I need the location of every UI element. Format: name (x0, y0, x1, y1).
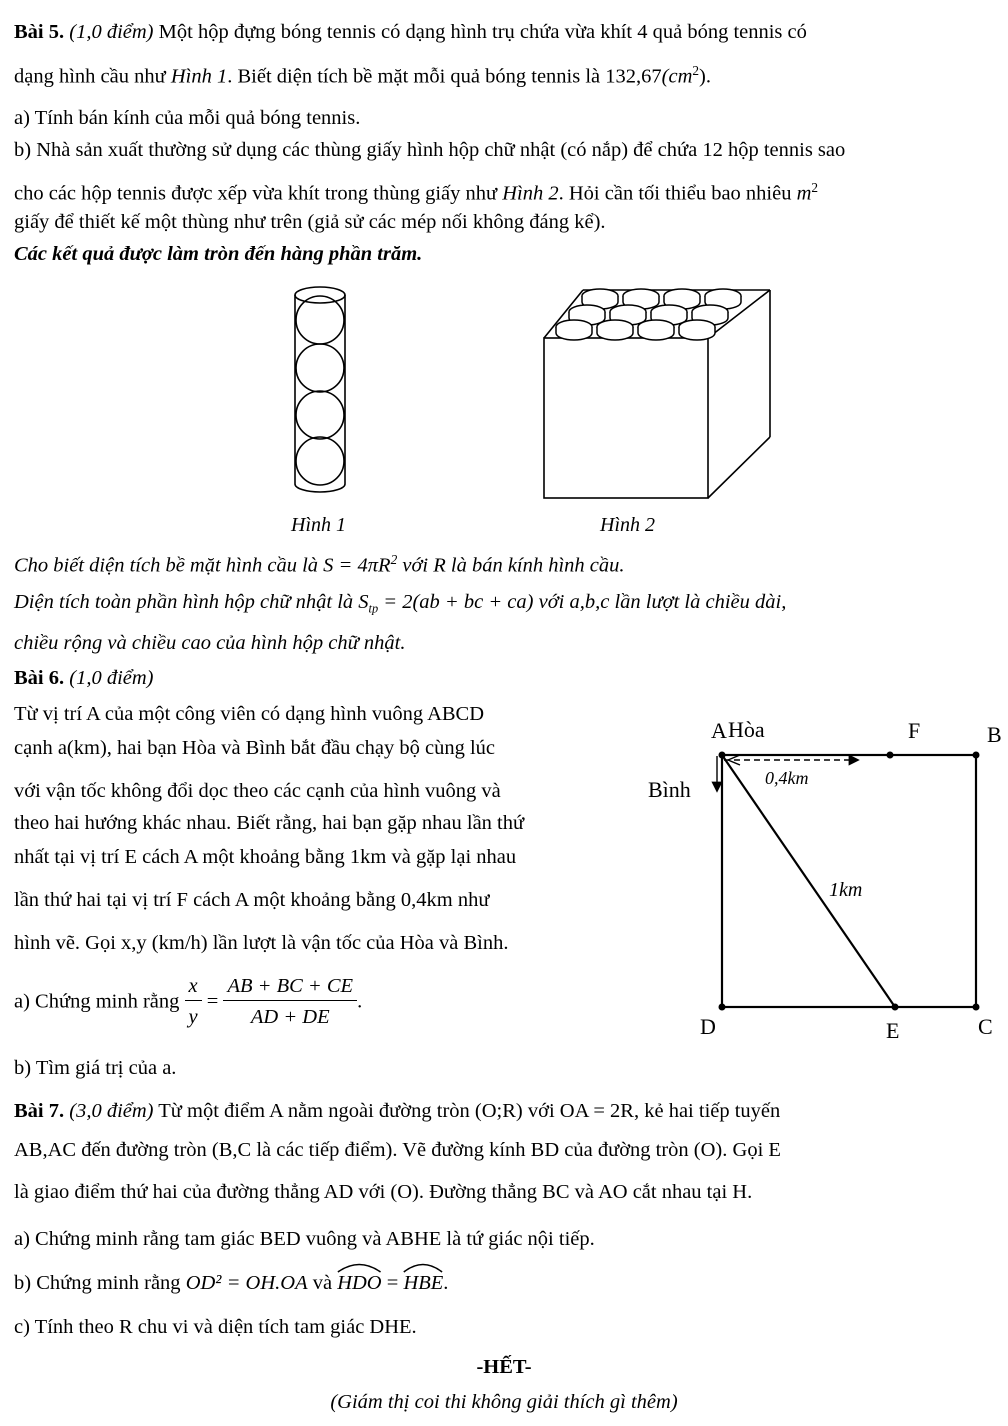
bai5-unit: (cm (661, 65, 693, 88)
bai7-l2: AB,AC đến đường tròn (B,C là các tiếp điểm). Vẽ đường kính BD của đường tròn (O). Gọi E (14, 1139, 781, 1161)
bai6-l4: theo hai hướng khác nhau. Biết rằng, hai bạn gặp nhau lần thứ (14, 812, 525, 834)
bai6-l7: hình vẽ. Gọi x,y (km/h) lần lượt là vận tốc của Hòa và Bình. (14, 932, 509, 954)
bai6-l3: với vận tốc không đổi dọc theo các cạnh của hình vuông và (14, 780, 501, 802)
bai6-a-post: . (357, 990, 363, 1013)
end-mark: -HẾT- (476, 1356, 532, 1378)
label-F: F (908, 718, 921, 743)
bai7-l3: là giao điểm thứ hai của đường thẳng AD với (O). Đường thẳng BC và AO cắt nhau tại H. (14, 1181, 753, 1203)
bai6-l1: Từ vị trí A của một công viên có dạng hình vuông ABCD (14, 703, 485, 725)
bai5-b2a: cho các hộp tennis được xếp vừa khít trong thùng giấy như (14, 182, 503, 205)
bai5-fig1-ref: Hình 1 (170, 65, 228, 88)
bai6-a-pre: a) Chứng minh rằng (14, 990, 185, 1013)
hint-box-line2: chiều rộng và chiều cao của hình hộp chữ nhật. (14, 632, 406, 654)
bai7-b-end: . (443, 1272, 449, 1294)
bai7-b (14, 1273, 448, 1294)
figure-2-caption: Hình 2 (600, 514, 655, 536)
bai5-a: a) Tính bán kính của mỗi quả bóng tennis. (14, 107, 361, 129)
arc-hdo-icon (337, 1261, 381, 1273)
proctor-note: (Giám thị coi thi không giải thích gì thêm) (330, 1391, 678, 1413)
hint-sphere-a: Cho biết diện tích bề mặt hình cầu là (14, 554, 324, 577)
bai5-b3: giấy để thiết kế một thùng như trên (giả sử các mép nối không đáng kể). (14, 211, 606, 233)
arc-HDO-text: HDO (337, 1272, 382, 1294)
hint-box-e: với (533, 591, 570, 613)
bai5-p1: Một hộp đựng bóng tennis có dạng hình trụ chứa vừa khít 4 quả bóng tennis có (158, 21, 807, 43)
hint-sphere-R: R (433, 554, 446, 577)
label-1km: 1km (829, 879, 863, 901)
hint-sphere-f: là bán kính hình cầu. (445, 554, 625, 577)
bai5-unit-exp: 2 (692, 63, 700, 78)
figure-1-caption: Hình 1 (291, 514, 346, 536)
bai7-b-mid: = (381, 1272, 404, 1294)
label-E: E (886, 1018, 900, 1043)
label-binh: Bình (648, 777, 691, 802)
bai5-m: m (796, 182, 812, 205)
bai7-b-and: và (307, 1272, 338, 1294)
arc-HBE-text: HBE (403, 1272, 444, 1294)
frac-x: x (185, 976, 202, 1001)
bai7-c: c) Tính theo R chu vi và diện tích tam giác DHE. (14, 1316, 417, 1338)
hint-box-abc: a,b,c (569, 591, 610, 613)
bai6-l5: nhất tại vị trí E cách A một khoảng bằng 1km và gặp lại nhau (14, 846, 517, 868)
frac-denominator: AD + DE (250, 1005, 330, 1028)
label-hoa: Hòa (728, 717, 765, 742)
bai5-p2c: . Biết diện tích bề mặt mỗi quả bóng tennis là 132,67 (227, 65, 662, 88)
bai7-l1: Từ một điểm A nằm ngoài đường tròn (O;R) với OA = 2R, kẻ hai tiếp tuyến (158, 1100, 781, 1122)
bai5-title: Bài 5. (14, 21, 65, 43)
bai7-a: a) Chứng minh rằng tam giác BED vuông và ABHE là tứ giác nội tiếp. (14, 1228, 595, 1250)
bai5-p2a: dạng hình cầu như (14, 65, 171, 88)
bai7-points: (3,0 điểm) (69, 1100, 154, 1122)
label-B: B (987, 722, 1002, 747)
bai7-b-pre: b) Chứng minh rằng (14, 1272, 186, 1294)
hint-box-a: Diện tích toàn phần hình hộp chữ nhật là (14, 591, 359, 613)
bai5-b2c: . Hỏi cần tối thiểu bao nhiêu (558, 182, 797, 205)
bai7-b-eq: OD² = OH.OA (185, 1272, 308, 1294)
hint-box-formula: = 2(ab + bc + ca) (378, 591, 534, 613)
bai6-title: Bài 6. (14, 667, 65, 689)
hint-sphere-exp: 2 (390, 552, 398, 567)
bai5-p2f: ). (699, 65, 711, 88)
bai5-m-exp: 2 (811, 180, 819, 195)
hint-sphere-d: với (397, 554, 434, 577)
frac-numerator: AB + BC + CE (223, 976, 357, 1001)
hint-box-S: S (358, 591, 369, 613)
bai5-points: (1,0 điểm) (69, 21, 154, 43)
bai6-b: b) Tìm giá trị của a. (14, 1057, 177, 1079)
arc-HDO (337, 1273, 381, 1294)
bai5-fig2-ref: Hình 2 (502, 182, 559, 205)
hint-sphere-formula: S = 4πR (323, 554, 391, 577)
bai6-l6: lần thứ hai tại vị trí F cách A một khoảng bằng 0,4km như (14, 889, 490, 911)
label-A: A (711, 718, 727, 743)
bai7-l1-row (14, 1101, 780, 1122)
bai7-title: Bài 7. (14, 1100, 65, 1122)
bai5-b1: b) Nhà sản xuất thường sử dụng các thùng giấy hình hộp chữ nhật (có nắp) để chứa 12 hộp tennis sao (14, 139, 846, 161)
hint-box-sub: tp (368, 601, 379, 616)
label-0-4km: 0,4km (765, 768, 809, 788)
arc-hbe-icon (403, 1261, 443, 1273)
bai6-l2: cạnh a(km), hai bạn Hòa và Bình bắt đầu chạy bộ cùng lúc (14, 737, 496, 759)
label-C: C (978, 1014, 993, 1039)
arc-HBE (403, 1273, 443, 1294)
equals-sign: = (206, 990, 219, 1013)
bai6-points: (1,0 điểm) (69, 667, 154, 689)
label-D: D (700, 1014, 716, 1039)
bai5-round-note: Các kết quả được làm tròn đến hàng phần trăm. (14, 243, 423, 265)
hint-box-g: lần lượt là chiều dài, (609, 591, 787, 613)
frac-y: y (188, 1005, 198, 1028)
